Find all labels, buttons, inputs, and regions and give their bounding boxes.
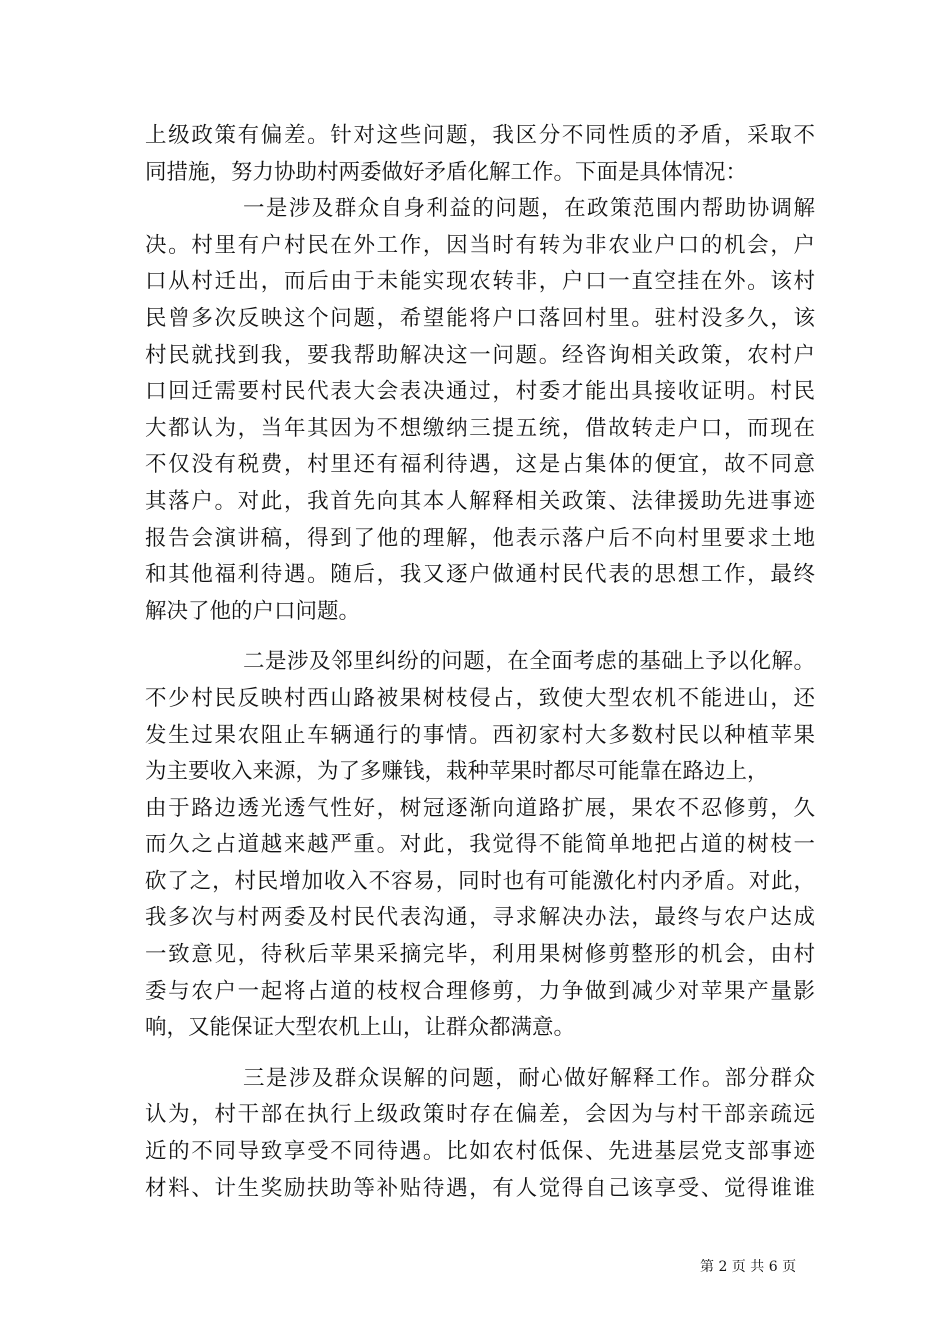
text-line: 委与农户一起将占道的枝杈合理修剪，力争做到减少对苹果产量影 — [145, 978, 815, 1004]
intro-paragraph — [145, 118, 815, 191]
text-line: 口回迁需要村民代表大会表决通过，村委才能出具接收证明。村民 — [145, 379, 815, 405]
paragraph-2 — [145, 644, 815, 1047]
text-line: 口从村迁出，而后由于未能实现农转非，户口一直空挂在外。该村 — [145, 269, 815, 295]
text-line: 砍了之，村民增加收入不容易，同时也有可能激化村内矛盾。对此， — [145, 868, 815, 894]
text-line: 二是涉及邻里纠纷的问题，在全面考虑的基础上予以化解。 — [243, 649, 815, 675]
text-line: 响，又能保证大型农机上山，让群众都满意。 — [145, 1015, 576, 1041]
text-line: 我多次与村两委及村民代表沟通，寻求解决办法，最终与农户达成 — [145, 905, 815, 931]
text-line: 认为，村干部在执行上级政策时存在偏差，会因为与村干部亲疏远 — [145, 1102, 815, 1128]
page-number-footer: 第 2 页 共 6 页 — [700, 1259, 797, 1275]
text-line: 和其他福利待遇。随后，我又逐户做通村民代表的思想工作，最终 — [145, 562, 815, 588]
text-line: 上级政策有偏差。针对这些问题，我区分不同性质的矛盾，采取不 — [145, 123, 815, 148]
paragraph-3 — [145, 1061, 815, 1207]
text-line: 一致意见，待秋后苹果采摘完毕，利用果树修剪整形的机会，由村 — [145, 942, 815, 968]
text-line: 近的不同导致享受不同待遇。比如农村低保、先进基层党支部事迹 — [145, 1139, 815, 1165]
body-text — [145, 118, 815, 1207]
text-line: 由于路边透光透气性好，树冠逐渐向道路扩展，果农不忍修剪，久 — [145, 795, 815, 821]
paragraph-1 — [145, 191, 815, 630]
paragraph-spacer — [145, 1047, 815, 1061]
text-line: 为主要收入来源，为了多赚钱，栽种苹果时都尽可能靠在路边上， — [145, 759, 769, 785]
text-line: 三是涉及群众误解的问题，耐心做好解释工作。部分群众 — [243, 1065, 815, 1091]
text-line: 而久之占道越来越严重。对此，我觉得不能简单地把占道的树枝一 — [145, 832, 815, 858]
text-line: 解决了他的户口问题。 — [145, 598, 361, 624]
text-line: 一是涉及群众自身利益的问题，在政策范围内帮助协调解 — [243, 196, 815, 222]
paragraph-spacer — [145, 630, 815, 644]
text-line: 村民就找到我，要我帮助解决这一问题。经咨询相关政策，农村户 — [145, 342, 815, 368]
text-line: 同措施，努力协助村两委做好矛盾化解工作。下面是具体情况： — [145, 159, 748, 185]
text-line: 发生过果农阻止车辆通行的事情。西初家村大多数村民以种植苹果 — [145, 722, 815, 748]
text-line: 大都认为，当年其因为不想缴纳三提五统，借故转走户口，而现在 — [145, 415, 815, 441]
text-line: 其落户。对此，我首先向其本人解释相关政策、法律援助先进事迹 — [145, 488, 815, 514]
text-line: 不仅没有税费，村里还有福利待遇，这是占集体的便宜，故不同意 — [145, 452, 815, 478]
text-line: 民曾多次反映这个问题，希望能将户口落回村里。驻村没多久，该 — [145, 305, 815, 331]
text-line: 不少村民反映村西山路被果树枝侵占，致使大型农机不能进山，还 — [145, 685, 815, 711]
text-line: 决。村里有户村民在外工作，因当时有转为非农业户口的机会，户 — [145, 232, 815, 258]
text-line: 报告会演讲稿，得到了他的理解，他表示落户后不向村里要求土地 — [145, 525, 815, 551]
text-line: 材料、计生奖励扶助等补贴待遇，有人觉得自己该享受、觉得谁谁 — [145, 1175, 815, 1201]
